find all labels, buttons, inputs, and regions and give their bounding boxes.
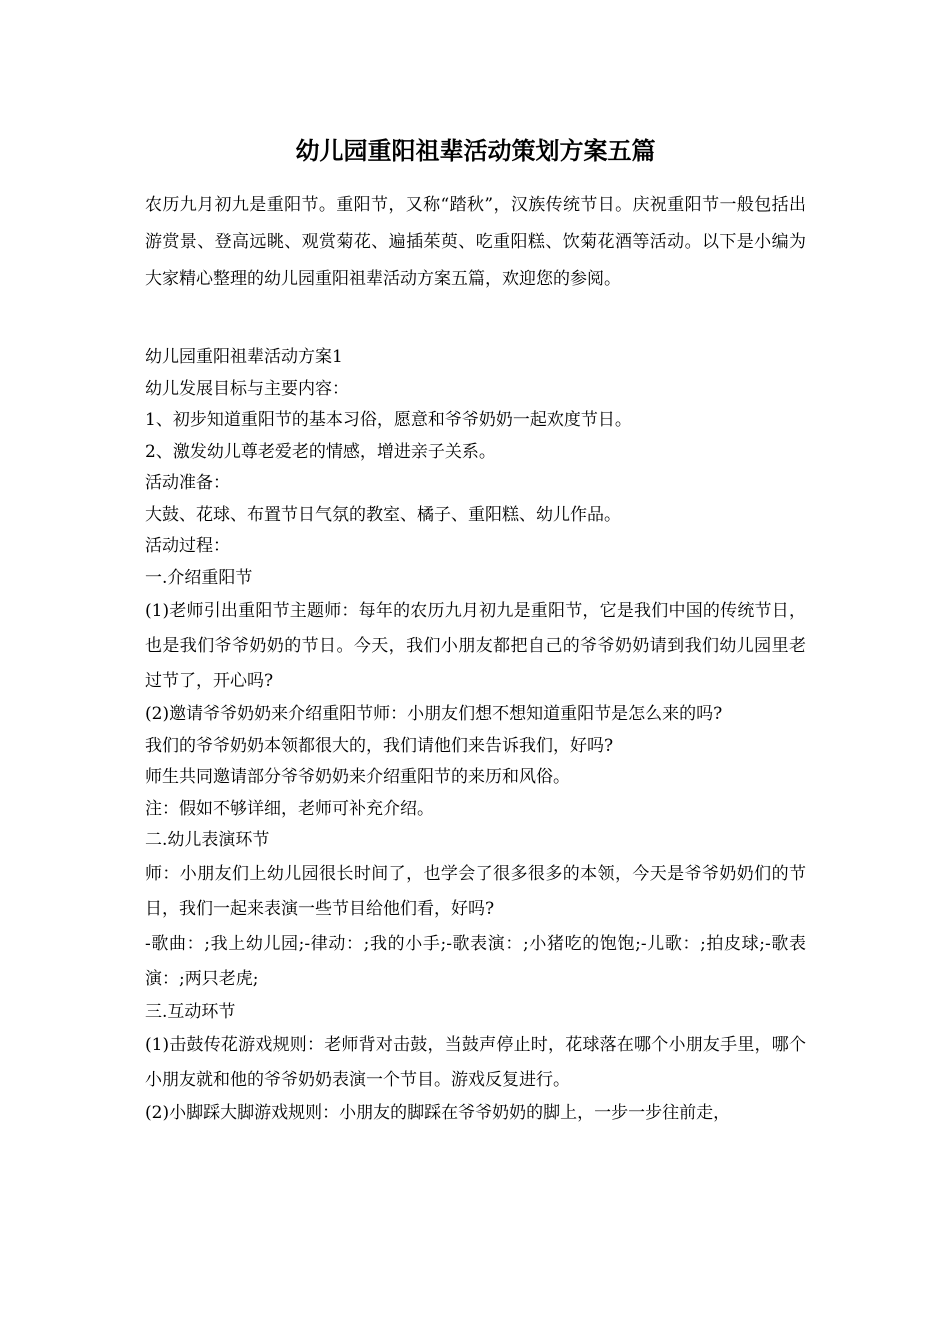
- step-1-paragraph-3: 我们的爷爷奶奶本领都很大的，我们请他们来告诉我们，好吗?: [145, 735, 614, 756]
- step-1-paragraph-1: (1)老师引出重阳节主题师：每年的农历九月初九是重阳节，它是我们中国的传统节日，也是我们爷爷奶奶的节日。今天，我们小朋友都把自己的爷爷奶奶请到我们幼儿园里老过节了，开心吗?: [145, 601, 806, 691]
- step-2-program-list: -歌曲：;我上幼儿园;-律动：;我的小手;-歌表演：;小猪吃的饱饱;-儿歌：;拍皮球;-歌表演：;两只老虎;: [145, 933, 806, 989]
- blank-line: [145, 298, 806, 342]
- goal-item-2: 2、激发幼儿尊老爱老的情感，增进亲子关系。: [145, 441, 496, 462]
- step-3-paragraph-2: (2)小脚踩大脚游戏规则：小朋友的脚踩在爷爷奶奶的脚上，一步一步往前走，: [145, 1103, 731, 1123]
- step-2-paragraph-1: 师：小朋友们上幼儿园很长时间了，也学会了很多很多的本领，今天是爷爷奶奶们的节日，我们一起来表演一些节目给他们看，好吗?: [145, 863, 806, 919]
- step-1-paragraph-4: 师生共同邀请部分爷爷奶奶来介绍重阳节的来历和风俗。: [145, 767, 570, 787]
- step-1-paragraph-2: (2)邀请爷爷奶奶来介绍重阳节师：小朋友们想不想知道重阳节是怎么来的吗?: [145, 704, 723, 724]
- process-heading: 活动过程：: [145, 536, 230, 556]
- step-3-heading: 三.互动环节: [145, 1001, 236, 1022]
- prep-text: 大鼓、花球、布置节日气氛的教室、橘子、重阳糕、幼儿作品。: [145, 504, 621, 525]
- step-1-note: 注：假如不够详细，老师可补充介绍。: [145, 798, 434, 819]
- document-body: [145, 342, 806, 1130]
- step-2-heading: 二.幼儿表演环节: [145, 830, 270, 850]
- goal-item-1: 1、初步知道重阳节的基本习俗，愿意和爷爷奶奶一起欢度节日。: [145, 410, 632, 430]
- step-1-heading: 一.介绍重阳节: [145, 567, 253, 588]
- intro-paragraph: 农历九月初九是重阳节。重阳节，又称“踏秋”，汉族传统节日。庆祝重阳节一般包括出游赏景、登高远眺、观赏菊花、遍插茱萸、吃重阳糕、饮菊花酒等活动。以下是小编为大家精心整理的幼儿园重阳祖辈活动方案五篇，欢迎您的参阅。: [145, 195, 806, 289]
- step-3-paragraph-1: (1)击鼓传花游戏规则：老师背对击鼓，当鼓声停止时，花球落在哪个小朋友手里，哪个小朋友就和他的爷爷奶奶表演一个节目。游戏反复进行。: [145, 1035, 806, 1090]
- document-title: 幼儿园重阳祖辈活动策划方案五篇: [295, 136, 656, 165]
- goals-heading: 幼儿发展目标与主要内容：: [145, 378, 349, 399]
- prep-heading: 活动准备：: [145, 473, 230, 493]
- section-title: 幼儿园重阳祖辈活动方案1: [145, 347, 343, 367]
